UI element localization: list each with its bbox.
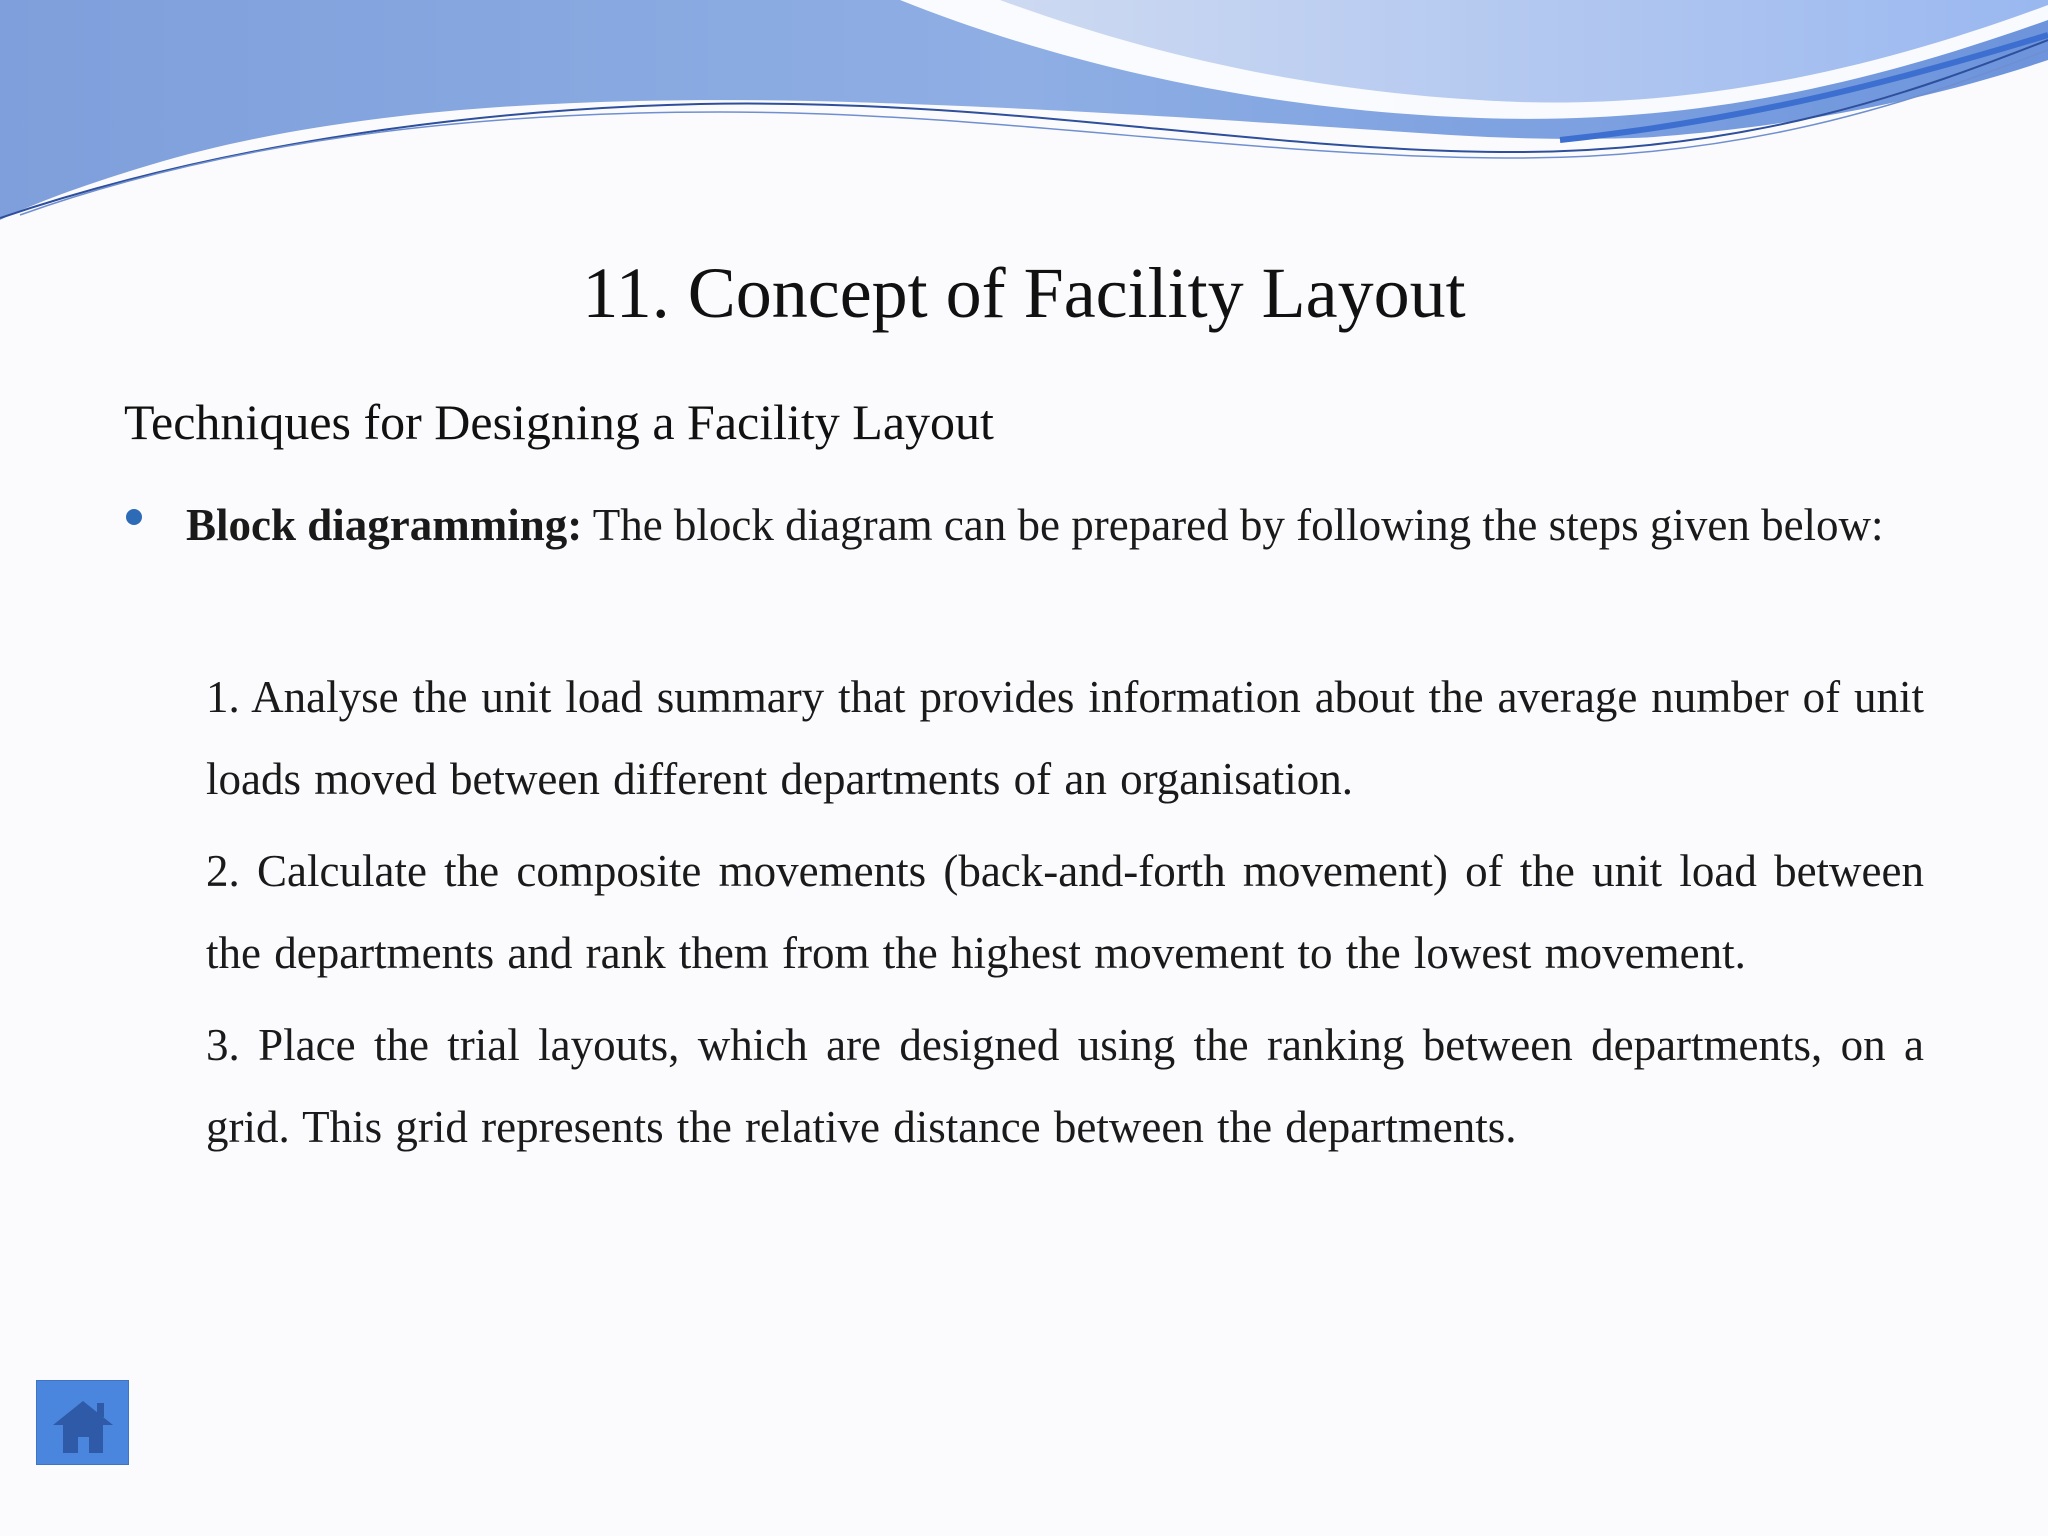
home-icon: [37, 1381, 130, 1466]
step-item: 1. Analyse the unit load summary that provides information about the average number of unit loads moved between different departments of an organisation.: [206, 672, 1924, 804]
bullet-text: [186, 484, 1924, 566]
slide-title: 11. Concept of Facility Layout: [582, 253, 1466, 333]
bullet-dot-icon: [126, 509, 142, 525]
bullet-description: The block diagram can be prepared by following the steps given below:: [582, 500, 1884, 550]
steps-list: [206, 656, 1924, 1178]
home-button[interactable]: [36, 1380, 129, 1465]
header-wave-decoration: [0, 0, 2048, 240]
slide-subtitle: Techniques for Designing a Facility Layout: [124, 394, 994, 450]
step-item: 3. Place the trial layouts, which are designed using the ranking between departments, on a grid. This grid represents the relative distance between the departments.: [206, 1020, 1924, 1152]
bullet-term: Block diagramming:: [186, 500, 583, 550]
step-item: 2. Calculate the composite movements (back-and-forth movement) of the unit load between the departments and rank them from the highest movement to the lowest movement.: [206, 846, 1924, 978]
